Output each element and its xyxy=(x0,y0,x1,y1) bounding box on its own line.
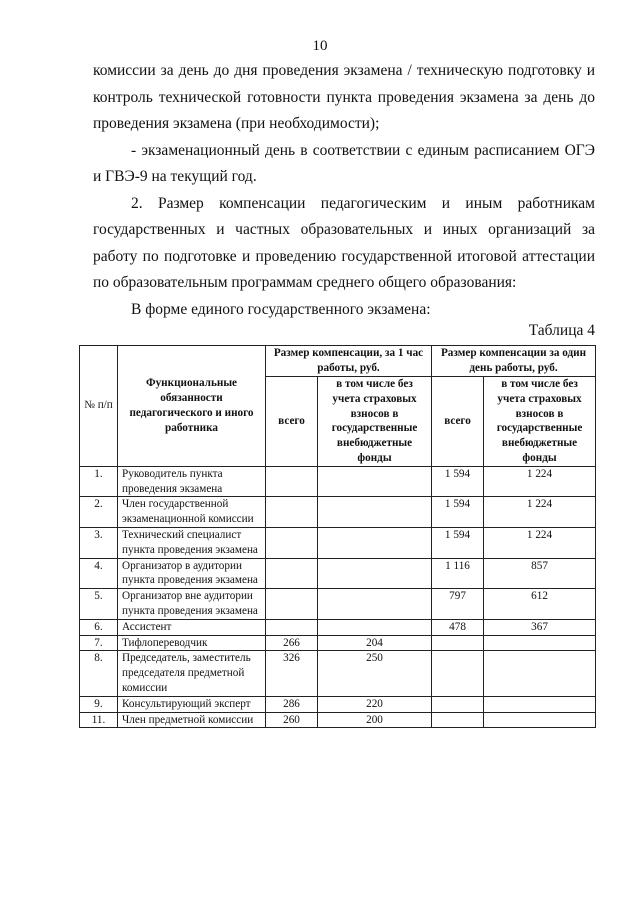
row-hour-incl: 200 xyxy=(318,712,432,728)
row-hour-total: 266 xyxy=(266,635,318,651)
table-row xyxy=(80,589,596,620)
row-role: Организатор в аудитории пункта проведения экзамена xyxy=(118,558,266,589)
row-hour-total: 286 xyxy=(266,696,318,712)
row-day-incl: 367 xyxy=(484,619,596,635)
row-day-total: 1 116 xyxy=(432,558,484,589)
header-day-total: всего xyxy=(432,377,484,467)
row-hour-total xyxy=(266,497,318,528)
header-hour-total: всего xyxy=(266,377,318,467)
row-hour-incl xyxy=(318,589,432,620)
row-num: 4. xyxy=(80,558,118,589)
table-row xyxy=(80,619,596,635)
row-role: Член государственной экзаменационной комиссии xyxy=(118,497,266,528)
row-role: Руководитель пункта проведения экзамена xyxy=(118,466,266,497)
row-hour-incl: 220 xyxy=(318,696,432,712)
header-num: № п/п xyxy=(80,346,118,467)
row-day-incl: 1 224 xyxy=(484,466,596,497)
row-hour-total xyxy=(266,589,318,620)
row-num: 9. xyxy=(80,696,118,712)
row-hour-incl xyxy=(318,466,432,497)
table-row xyxy=(80,497,596,528)
header-day-incl: в том числе без учета страховых взносов в государственные внебюджетные фонды xyxy=(484,377,596,467)
table-row xyxy=(80,696,596,712)
row-hour-total xyxy=(266,527,318,558)
row-role: Ассистент xyxy=(118,619,266,635)
table-row xyxy=(80,712,596,728)
row-day-incl xyxy=(484,696,596,712)
table-header-row xyxy=(80,346,596,377)
table-row xyxy=(80,466,596,497)
row-day-total: 478 xyxy=(432,619,484,635)
header-hour-incl: в том числе без учета страховых взносов в государственные внебюджетные фонды xyxy=(318,377,432,467)
row-hour-incl: 250 xyxy=(318,651,432,696)
row-role: Организатор вне аудитории пункта проведения экзамена xyxy=(118,589,266,620)
header-hourly: Размер компенсации, за 1 час работы, руб. xyxy=(266,346,432,377)
row-day-total xyxy=(432,635,484,651)
table-row xyxy=(80,635,596,651)
row-day-incl xyxy=(484,712,596,728)
row-day-incl: 857 xyxy=(484,558,596,589)
page-number: 10 xyxy=(312,38,328,54)
row-hour-incl xyxy=(318,619,432,635)
row-role: Тифлопереводчик xyxy=(118,635,266,651)
row-role: Технический специалист пункта проведения экзамена xyxy=(118,527,266,558)
body-text xyxy=(93,58,595,323)
row-hour-total xyxy=(266,558,318,589)
row-day-incl: 612 xyxy=(484,589,596,620)
row-hour-total: 260 xyxy=(266,712,318,728)
row-num: 2. xyxy=(80,497,118,528)
row-day-incl xyxy=(484,635,596,651)
row-hour-total xyxy=(266,619,318,635)
header-role: Функциональные обязанности педагогического и иного работника xyxy=(118,346,266,467)
row-role: Консультирующий эксперт xyxy=(118,696,266,712)
header-daily: Размер компенсации за один день работы, руб. xyxy=(432,346,596,377)
row-role: Председатель, заместитель председателя предметной комиссии xyxy=(118,651,266,696)
table-row xyxy=(80,651,596,696)
row-role: Член предметной комиссии xyxy=(118,712,266,728)
row-num: 3. xyxy=(80,527,118,558)
table-row xyxy=(80,527,596,558)
table-row xyxy=(80,558,596,589)
row-num: 6. xyxy=(80,619,118,635)
row-day-incl xyxy=(484,651,596,696)
row-hour-incl xyxy=(318,527,432,558)
row-num: 8. xyxy=(80,651,118,696)
table-caption: Таблица 4 xyxy=(528,322,595,339)
row-day-total: 1 594 xyxy=(432,527,484,558)
row-num: 1. xyxy=(80,466,118,497)
row-day-total: 1 594 xyxy=(432,466,484,497)
row-day-incl: 1 224 xyxy=(484,497,596,528)
row-day-incl: 1 224 xyxy=(484,527,596,558)
row-day-total: 797 xyxy=(432,589,484,620)
row-hour-total: 326 xyxy=(266,651,318,696)
row-num: 5. xyxy=(80,589,118,620)
row-day-total xyxy=(432,696,484,712)
paragraph: - экзаменационный день в соответствии с единым расписанием ОГЭ и ГВЭ-9 на текущий год. xyxy=(93,141,595,185)
row-hour-incl xyxy=(318,558,432,589)
paragraph: 2. Размер компенсации педагогическим и иным работникам государственных и частных образовательных и иных организаций за работу по подготовке и проведению государственной итоговой аттестации по образовательным программам среднего общего образования: xyxy=(93,194,595,291)
paragraph: В форме единого государственного экзамена: xyxy=(131,300,431,318)
compensation-table xyxy=(79,345,596,728)
row-num: 7. xyxy=(80,635,118,651)
row-day-total xyxy=(432,712,484,728)
row-day-total: 1 594 xyxy=(432,497,484,528)
row-hour-total xyxy=(266,466,318,497)
paragraph: комиссии за день до дня проведения экзамена / техническую подготовку и контроль технической готовности пункта проведения экзамена за день до проведения экзамена (при необходимости); xyxy=(93,62,595,132)
row-num: 11. xyxy=(80,712,118,728)
row-hour-incl xyxy=(318,497,432,528)
row-day-total xyxy=(432,651,484,696)
row-hour-incl: 204 xyxy=(318,635,432,651)
